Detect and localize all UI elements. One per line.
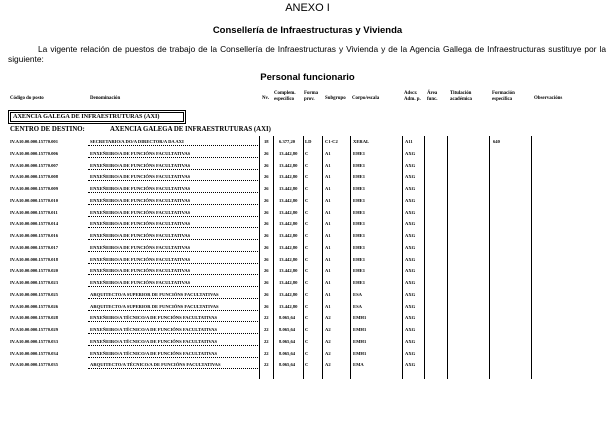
- cell-adscripcion: AXG: [405, 197, 416, 203]
- header-nivel: Nv.: [262, 96, 269, 101]
- dotted-underline: [88, 286, 258, 287]
- cell-codigo: IV.A10.00.000.15770.010: [10, 197, 59, 203]
- dotted-underline: [88, 298, 258, 299]
- cell-denominacion: ENXEÑEIRO/A TÉCNICO/A DE FUNCIÓNS FACULTATIVAS: [90, 315, 218, 321]
- intro-paragraph: La vigente relación de puestos de trabajo de la Consellería de Infraestructuras y Vivienda y de la Agencia Gallega de Infraestructuras sustituye por la siguiente:: [8, 44, 606, 64]
- cell-adscripcion: AXG: [405, 174, 416, 180]
- cell-codigo: IV.A10.00.000.15770.016: [10, 233, 59, 238]
- cell-corpo: EHE1: [353, 244, 365, 250]
- header-area: Área func.: [427, 91, 438, 102]
- cell-adscripcion: AXG: [405, 162, 416, 168]
- cell-nivel: 26: [264, 162, 269, 168]
- cell-forma: C: [305, 350, 309, 356]
- dotted-underline: [88, 274, 258, 275]
- cell-nivel: 26: [264, 209, 269, 215]
- cell-codigo: IV.A10.00.000.15770.007: [10, 162, 59, 168]
- cell-adscripcion: AXG: [405, 256, 416, 262]
- cell-complemento: 13.442,80: [279, 197, 298, 203]
- cell-nivel: 26: [264, 280, 269, 285]
- cell-corpo: XERAL: [353, 139, 370, 144]
- cell-denominacion: ENXEÑEIRO/A DE FUNCIÓNS FACULTATIVAS: [90, 244, 191, 250]
- cell-subgrupo: A1: [325, 280, 331, 285]
- section-title: Personal funcionario: [260, 72, 355, 83]
- cell-forma: C: [305, 280, 309, 285]
- cell-adscripcion: AXG: [405, 150, 416, 156]
- cell-corpo: EHE1: [353, 150, 365, 156]
- cell-denominacion: ENXEÑEIRO/A DE FUNCIÓNS FACULTATIVAS: [90, 280, 191, 285]
- cell-corpo: EMH1: [353, 327, 367, 332]
- header-complemento: Complem. específico: [274, 91, 296, 102]
- cell-forma: C: [305, 256, 309, 262]
- table-row: [0, 230, 615, 241]
- cell-complemento: 13.442,80: [279, 162, 298, 168]
- cell-forma: C: [305, 303, 309, 309]
- cell-nivel: 26: [264, 174, 269, 180]
- cell-forma: C: [305, 209, 309, 215]
- cell-complemento: 6.377,20: [279, 139, 296, 144]
- cell-forma: C: [305, 233, 309, 238]
- cell-corpo: EHE1: [353, 186, 365, 191]
- cell-corpo: EHE1: [353, 197, 365, 203]
- cell-nivel: 22: [264, 315, 269, 321]
- cell-adscripcion: AXG: [405, 362, 416, 368]
- dotted-underline: [88, 263, 258, 264]
- cell-corpo: EHE1: [353, 268, 365, 274]
- header-codigo: Código do posto: [10, 96, 44, 101]
- table-row: [0, 148, 615, 159]
- cell-nivel: 26: [264, 291, 269, 297]
- cell-forma: C: [305, 197, 309, 203]
- cell-adscripcion: AXG: [405, 291, 416, 297]
- cell-complemento: 13.442,80: [279, 268, 298, 274]
- cell-corpo: EHE1: [353, 209, 365, 215]
- table-row: [0, 289, 615, 300]
- agency-box: [8, 110, 186, 124]
- cell-denominacion: ENXEÑEIRO/A DE FUNCIÓNS FACULTATIVAS: [90, 268, 191, 274]
- cell-forma: C: [305, 162, 309, 168]
- table-row: [0, 336, 615, 347]
- cell-forma: C: [305, 150, 309, 156]
- dotted-underline: [88, 180, 258, 181]
- cell-subgrupo: A1: [325, 233, 331, 238]
- cell-forma: C: [305, 268, 309, 274]
- cell-adscripcion: AXG: [405, 268, 416, 274]
- dotted-underline: [88, 157, 258, 158]
- cell-complemento: 13.442,80: [279, 256, 298, 262]
- cell-subgrupo: C1-C2: [325, 139, 338, 144]
- cell-codigo: IV.A10.00.000.15770.025: [10, 291, 59, 297]
- table-row: [0, 242, 615, 253]
- cell-denominacion: ENXEÑEIRO/A DE FUNCIÓNS FACULTATIVAS: [90, 256, 191, 262]
- cell-complemento: 8.065,64: [279, 315, 296, 321]
- cell-subgrupo: A2: [325, 350, 331, 356]
- dotted-underline: [88, 239, 258, 240]
- cell-corpo: EMH1: [353, 315, 367, 321]
- cell-denominacion: ENXEÑEIRO/A TÉCNICO/A DE FUNCIÓNS FACULTATIVAS: [90, 338, 218, 344]
- cell-corpo: ESA: [353, 291, 362, 297]
- cell-nivel: 26: [264, 186, 269, 191]
- table-row: [0, 312, 615, 323]
- table-row: [0, 195, 615, 206]
- cell-corpo: EHE1: [353, 221, 365, 227]
- cell-corpo: EHE1: [353, 174, 365, 180]
- cell-codigo: IV.A10.00.000.15770.018: [10, 256, 59, 262]
- cell-adscripcion: AXG: [405, 350, 416, 356]
- cell-adscripcion: AXG: [405, 303, 416, 309]
- dotted-underline: [88, 333, 258, 334]
- cell-subgrupo: A1: [325, 186, 331, 191]
- cell-denominacion: ENXEÑEIRO/A DE FUNCIÓNS FACULTATIVAS: [90, 197, 191, 203]
- cell-forma: C: [305, 362, 309, 368]
- cell-corpo: EMH1: [353, 350, 367, 356]
- table-row: [0, 359, 615, 370]
- cell-nivel: 26: [264, 256, 269, 262]
- cell-codigo: IV.A10.00.000.15770.029: [10, 327, 59, 332]
- dotted-underline: [88, 345, 258, 346]
- cell-nivel: 26: [264, 197, 269, 203]
- cell-subgrupo: A1: [325, 174, 331, 180]
- cell-adscripcion: A11: [405, 139, 413, 144]
- cell-forma: C: [305, 221, 309, 227]
- cell-nivel: 22: [264, 327, 269, 332]
- cell-complemento: 13.442,80: [279, 303, 298, 309]
- annex-title: ANEXO I: [285, 2, 330, 14]
- department-title: Consellería de Infraestructuras y Vivienda: [212, 25, 403, 36]
- header-titulacion: Titulación académica: [450, 91, 473, 102]
- cell-forma: C: [305, 338, 309, 344]
- table-row: [0, 171, 615, 182]
- cell-codigo: IV.A10.00.000.15770.008: [10, 174, 59, 180]
- table-row: [0, 183, 615, 194]
- cell-complemento: 8.065,64: [279, 338, 296, 344]
- dotted-underline: [88, 357, 258, 358]
- header-observaciones: Observacións: [534, 96, 563, 101]
- cell-adscripcion: AXG: [405, 338, 416, 344]
- header-subgrupo: Subgrupo: [325, 96, 346, 101]
- cell-denominacion: ARQUITECTO/A SUPERIOR DE FUNCIÓNS FACULTATIVAS: [90, 291, 219, 297]
- cell-forma: LD: [305, 139, 312, 144]
- cell-formacion: 640: [493, 139, 500, 144]
- cell-corpo: EMH1: [353, 338, 367, 344]
- centro-label: CENTRO DE DESTINO:: [10, 126, 85, 133]
- cell-subgrupo: A1: [325, 256, 331, 262]
- cell-denominacion: ENXEÑEIRO/A DE FUNCIÓNS FACULTATIVAS: [90, 150, 191, 156]
- cell-codigo: IV.A10.00.000.15770.011: [10, 209, 58, 215]
- table-row: [0, 218, 615, 229]
- cell-codigo: IV.A10.00.000.15770.028: [10, 315, 59, 321]
- cell-denominacion: ARQUITECTO/A SUPERIOR DE FUNCIÓNS FACULTATIVAS: [90, 303, 219, 309]
- table-row: [0, 277, 615, 288]
- cell-adscripcion: AXG: [405, 186, 416, 191]
- header-corpo: Corpo/escala: [352, 96, 380, 101]
- cell-subgrupo: A1: [325, 209, 331, 215]
- cell-denominacion: ENXEÑEIRO/A TÉCNICO/A DE FUNCIÓNS FACULTATIVAS: [90, 327, 218, 332]
- cell-complemento: 13.442,80: [279, 233, 298, 238]
- dotted-underline: [88, 204, 258, 205]
- cell-forma: C: [305, 186, 309, 191]
- cell-nivel: 22: [264, 350, 269, 356]
- table-row: [0, 254, 615, 265]
- dotted-underline: [88, 216, 258, 217]
- cell-denominacion: ENXEÑEIRO/A TÉCNICO/A DE FUNCIÓNS FACULTATIVAS: [90, 350, 218, 356]
- cell-subgrupo: A2: [325, 315, 331, 321]
- cell-nivel: 18: [264, 139, 269, 144]
- cell-forma: C: [305, 291, 309, 297]
- table-row: [0, 136, 615, 147]
- cell-complemento: 13.442,80: [279, 150, 298, 156]
- cell-complemento: 13.442,80: [279, 291, 298, 297]
- table-row: [0, 301, 615, 312]
- cell-corpo: EHE1: [353, 233, 365, 238]
- cell-adscripcion: AXG: [405, 244, 416, 250]
- header-forma: Forma prov.: [304, 91, 319, 102]
- dotted-underline: [88, 310, 258, 311]
- table-row: [0, 160, 615, 171]
- cell-codigo: IV.A10.00.000.15770.035: [10, 362, 59, 368]
- header-denominacion: Denominación: [90, 96, 121, 101]
- dotted-underline: [88, 368, 258, 369]
- cell-subgrupo: A1: [325, 162, 331, 168]
- cell-adscripcion: AXG: [405, 315, 416, 321]
- table-row: [0, 265, 615, 276]
- dotted-underline: [88, 227, 258, 228]
- cell-adscripcion: AXG: [405, 209, 416, 215]
- cell-subgrupo: A1: [325, 291, 331, 297]
- cell-codigo: IV.A10.00.000.15770.017: [10, 244, 59, 250]
- cell-nivel: 26: [264, 268, 269, 274]
- cell-codigo: IV.A10.00.000.15770.033: [10, 338, 59, 344]
- cell-subgrupo: A2: [325, 362, 331, 368]
- dotted-underline: [88, 192, 258, 193]
- cell-nivel: 26: [264, 233, 269, 238]
- header-formacion: Formación específica: [492, 91, 515, 102]
- cell-adscripcion: AXG: [405, 327, 416, 332]
- cell-adscripcion: AXG: [405, 280, 416, 285]
- cell-complemento: 13.442,80: [279, 280, 298, 285]
- cell-complemento: 13.442,80: [279, 186, 298, 191]
- cell-subgrupo: A2: [325, 338, 331, 344]
- cell-denominacion: ENXEÑEIRO/A DE FUNCIÓNS FACULTATIVAS: [90, 162, 191, 168]
- cell-subgrupo: A1: [325, 303, 331, 309]
- cell-complemento: 13.442,80: [279, 209, 298, 215]
- cell-corpo: EMA: [353, 362, 364, 368]
- cell-codigo: IV.A10.00.000.15770.023: [10, 280, 59, 285]
- cell-forma: C: [305, 315, 309, 321]
- cell-adscripcion: AXG: [405, 233, 416, 238]
- cell-denominacion: ENXEÑEIRO/A DE FUNCIÓNS FACULTATIVAS: [90, 209, 191, 215]
- header-adscripcion: Adscr. Adm. p.: [404, 91, 421, 102]
- cell-adscripcion: AXG: [405, 221, 416, 227]
- cell-forma: C: [305, 327, 309, 332]
- cell-nivel: 26: [264, 244, 269, 250]
- cell-codigo: IV.A10.00.000.15770.014: [10, 221, 59, 227]
- dotted-underline: [88, 145, 258, 146]
- cell-nivel: 22: [264, 362, 269, 368]
- cell-complemento: 8.065,64: [279, 350, 296, 356]
- cell-subgrupo: A2: [325, 327, 331, 332]
- cell-forma: C: [305, 244, 309, 250]
- agency-name: AXENCIA GALEGA DE INFRAESTRUTURAS (AXI): [10, 112, 184, 122]
- cell-corpo: ESA: [353, 303, 362, 309]
- cell-denominacion: ENXEÑEIRO/A DE FUNCIÓNS FACULTATIVAS: [90, 174, 191, 180]
- dotted-underline: [88, 169, 258, 170]
- cell-forma: C: [305, 174, 309, 180]
- dotted-underline: [88, 251, 258, 252]
- cell-corpo: EHE1: [353, 280, 365, 285]
- cell-corpo: EHE1: [353, 162, 365, 168]
- cell-complemento: 13.442,80: [279, 221, 298, 227]
- cell-codigo: IV.A10.00.000.15770.034: [10, 350, 59, 356]
- cell-denominacion: ENXEÑEIRO/A DE FUNCIÓNS FACULTATIVAS: [90, 186, 191, 191]
- table-row: [0, 207, 615, 218]
- cell-codigo: IV.A10.00.000.15770.001: [10, 139, 59, 144]
- cell-nivel: 22: [264, 338, 269, 344]
- cell-complemento: 13.442,80: [279, 174, 298, 180]
- cell-subgrupo: A1: [325, 197, 331, 203]
- cell-subgrupo: A1: [325, 268, 331, 274]
- cell-denominacion: ARQUITECTO/A TÉCNICO/A DE FUNCIÓNS FACULTATIVAS: [90, 362, 221, 368]
- cell-denominacion: ENXEÑEIRO/A DE FUNCIÓNS FACULTATIVAS: [90, 233, 191, 238]
- cell-corpo: EHE1: [353, 256, 365, 262]
- cell-codigo: IV.A10.00.000.15770.026: [10, 303, 59, 309]
- dotted-underline: [88, 321, 258, 322]
- cell-complemento: 8.065,64: [279, 362, 296, 368]
- cell-complemento: 13.442,80: [279, 244, 298, 250]
- cell-nivel: 26: [264, 303, 269, 309]
- cell-denominacion: ENXEÑEIRO/A DE FUNCIÓNS FACULTATIVAS: [90, 221, 191, 227]
- cell-codigo: IV.A10.00.000.15770.020: [10, 268, 59, 274]
- cell-denominacion: SECRETARIO/A DO/A DIRECTOR/A DA AXI: [90, 139, 184, 144]
- cell-nivel: 26: [264, 150, 269, 156]
- cell-subgrupo: A1: [325, 150, 331, 156]
- cell-subgrupo: A1: [325, 221, 331, 227]
- centro-name: AXENCIA GALEGA DE INFRAESTRUTURAS (AXI): [110, 126, 271, 133]
- table-row: [0, 348, 615, 359]
- cell-subgrupo: A1: [325, 244, 331, 250]
- cell-codigo: IV.A10.00.000.15770.009: [10, 186, 59, 191]
- cell-complemento: 8.065,64: [279, 327, 296, 332]
- cell-codigo: IV.A10.00.000.15770.006: [10, 150, 59, 156]
- cell-nivel: 26: [264, 221, 269, 227]
- table-row: [0, 324, 615, 335]
